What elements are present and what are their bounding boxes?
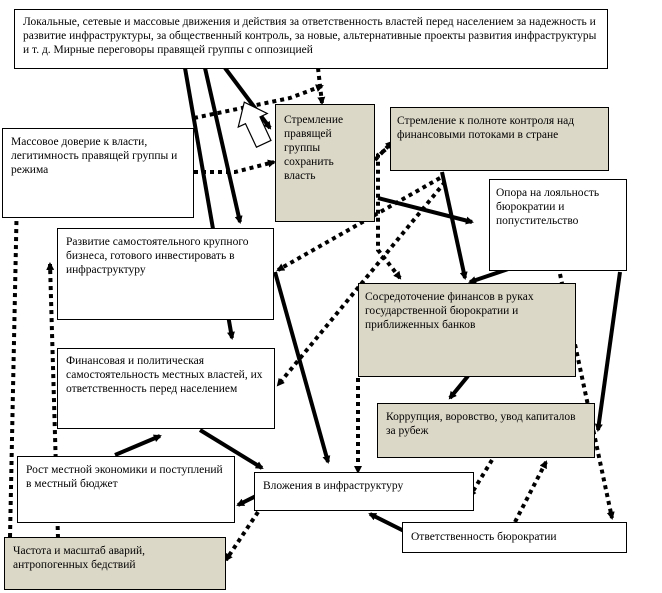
node-keep-power: Стремление правящей группы сохранить власть [275, 104, 375, 222]
node-responsibility: Ответственность бюрократии [402, 522, 627, 553]
arrow-responsibility-to-corruption [515, 462, 546, 522]
arrow-loyalty-to-corruption [598, 272, 620, 430]
node-accidents: Частота и масштаб аварий, антропогенных бедствий [4, 537, 226, 590]
arrow-concentration-to-corruption [450, 376, 468, 398]
node-control-finance: Стремление к полноте контроля над финансовыми потоками в стране [390, 107, 609, 171]
node-concentration: Сосредоточение финансов в руках государственной бюрократии и приближенных банков [358, 283, 576, 377]
node-movements: Локальные, сетевые и массовые движения и действия за ответственность властей перед населением за надежность и развитие инфраструктуры, за общественный контроль, за новые, альтернативные проекты развития инфраструктуры и т. д. Мирные переговоры правящей группы с оппозицией [14, 9, 608, 69]
arrow-keep-power-to-loyalty [378, 198, 472, 222]
node-local-economy: Рост местной экономики и поступлений в местный бюджет [17, 456, 235, 523]
node-big-business: Развитие самостоятельного крупного бизнеса, готового инвестировать в инфраструктуру [57, 228, 274, 320]
node-corruption: Коррупция, воровство, увод капиталов за рубеж [377, 403, 595, 458]
node-investment: Вложения в инфраструктуру [254, 472, 474, 511]
arrow-big-business-to-investment [275, 272, 328, 462]
arrow-movements-to-big-business [205, 68, 240, 222]
node-trust: Массовое доверие к власти, легитимность правящей группы и режима [2, 128, 194, 218]
arrow-local-economy-to-local-autonomy [115, 436, 160, 455]
arrow-accidents-to-trust [10, 194, 17, 537]
node-bureaucracy-loyalty: Опора на лояльность бюрократии и попустительство [489, 179, 627, 271]
node-local-autonomy: Финансовая и политическая самостоятельность местных властей, их ответственность перед населением [57, 348, 275, 429]
arrow-trust-to-keep-power [194, 162, 274, 172]
arrow-control-to-concentration [442, 172, 465, 278]
